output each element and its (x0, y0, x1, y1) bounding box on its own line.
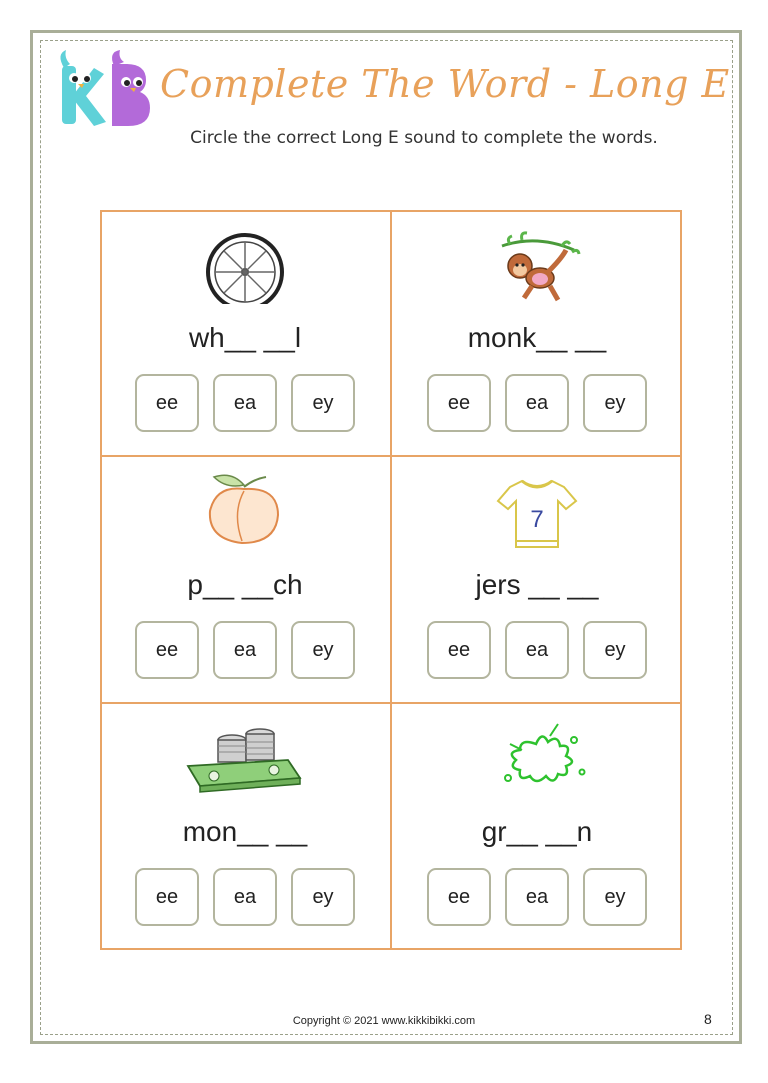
monkey-icon (462, 220, 612, 304)
word-cell-jersey (392, 457, 682, 703)
option-ee[interactable]: ee (427, 374, 491, 432)
page-title: Complete The Word - Long E (160, 62, 730, 106)
answer-options (427, 374, 649, 432)
logo-letter-k (60, 50, 106, 126)
money-icon (170, 714, 320, 798)
incomplete-word: p__ __ch (187, 569, 303, 600)
option-ee[interactable]: ee (135, 621, 199, 679)
option-ee[interactable]: ee (135, 374, 199, 432)
incomplete-word: gr__ __n (481, 816, 593, 847)
incomplete-word: jers __ __ (475, 569, 599, 600)
word-cell-wheel (100, 210, 390, 456)
word-cell-green (392, 704, 682, 950)
answer-options (135, 621, 357, 679)
incomplete-word: mon__ __ (182, 816, 308, 847)
option-ey[interactable]: ey (291, 374, 355, 432)
option-ee[interactable]: ee (135, 868, 199, 926)
green-splat-icon (462, 714, 612, 798)
option-ea[interactable]: ea (505, 374, 569, 432)
option-ea[interactable]: ea (213, 374, 277, 432)
option-ea[interactable]: ea (213, 868, 277, 926)
kb-logo (54, 48, 154, 130)
option-ey[interactable]: ey (583, 621, 647, 679)
incomplete-word: monk__ __ (467, 322, 607, 353)
wheel-icon (170, 220, 320, 304)
option-ea[interactable]: ea (213, 621, 277, 679)
word-grid (100, 210, 682, 950)
option-ey[interactable]: ey (291, 868, 355, 926)
answer-options (427, 868, 649, 926)
option-ey[interactable]: ey (583, 868, 647, 926)
copyright-footer: Copyright © 2021 www.kikkibikki.com (292, 1015, 476, 1027)
option-ea[interactable]: ea (505, 868, 569, 926)
word-cell-peach (100, 457, 390, 703)
page-number: 8 (704, 1011, 712, 1027)
word-cell-monkey (392, 210, 682, 456)
logo-letter-b (112, 50, 150, 126)
option-ea[interactable]: ea (505, 621, 569, 679)
incomplete-word: wh__ __l (188, 322, 302, 353)
option-ey[interactable]: ey (291, 621, 355, 679)
answer-options (135, 868, 357, 926)
option-ee[interactable]: ee (427, 868, 491, 926)
option-ee[interactable]: ee (427, 621, 491, 679)
jersey-icon (462, 467, 612, 551)
jersey-number: 7 (530, 506, 544, 533)
word-cell-money (100, 704, 390, 950)
answer-options (135, 374, 357, 432)
answer-options (427, 621, 649, 679)
peach-icon (170, 467, 320, 551)
option-ey[interactable]: ey (583, 374, 647, 432)
instructions: Circle the correct Long E sound to complete the words. (190, 128, 658, 148)
